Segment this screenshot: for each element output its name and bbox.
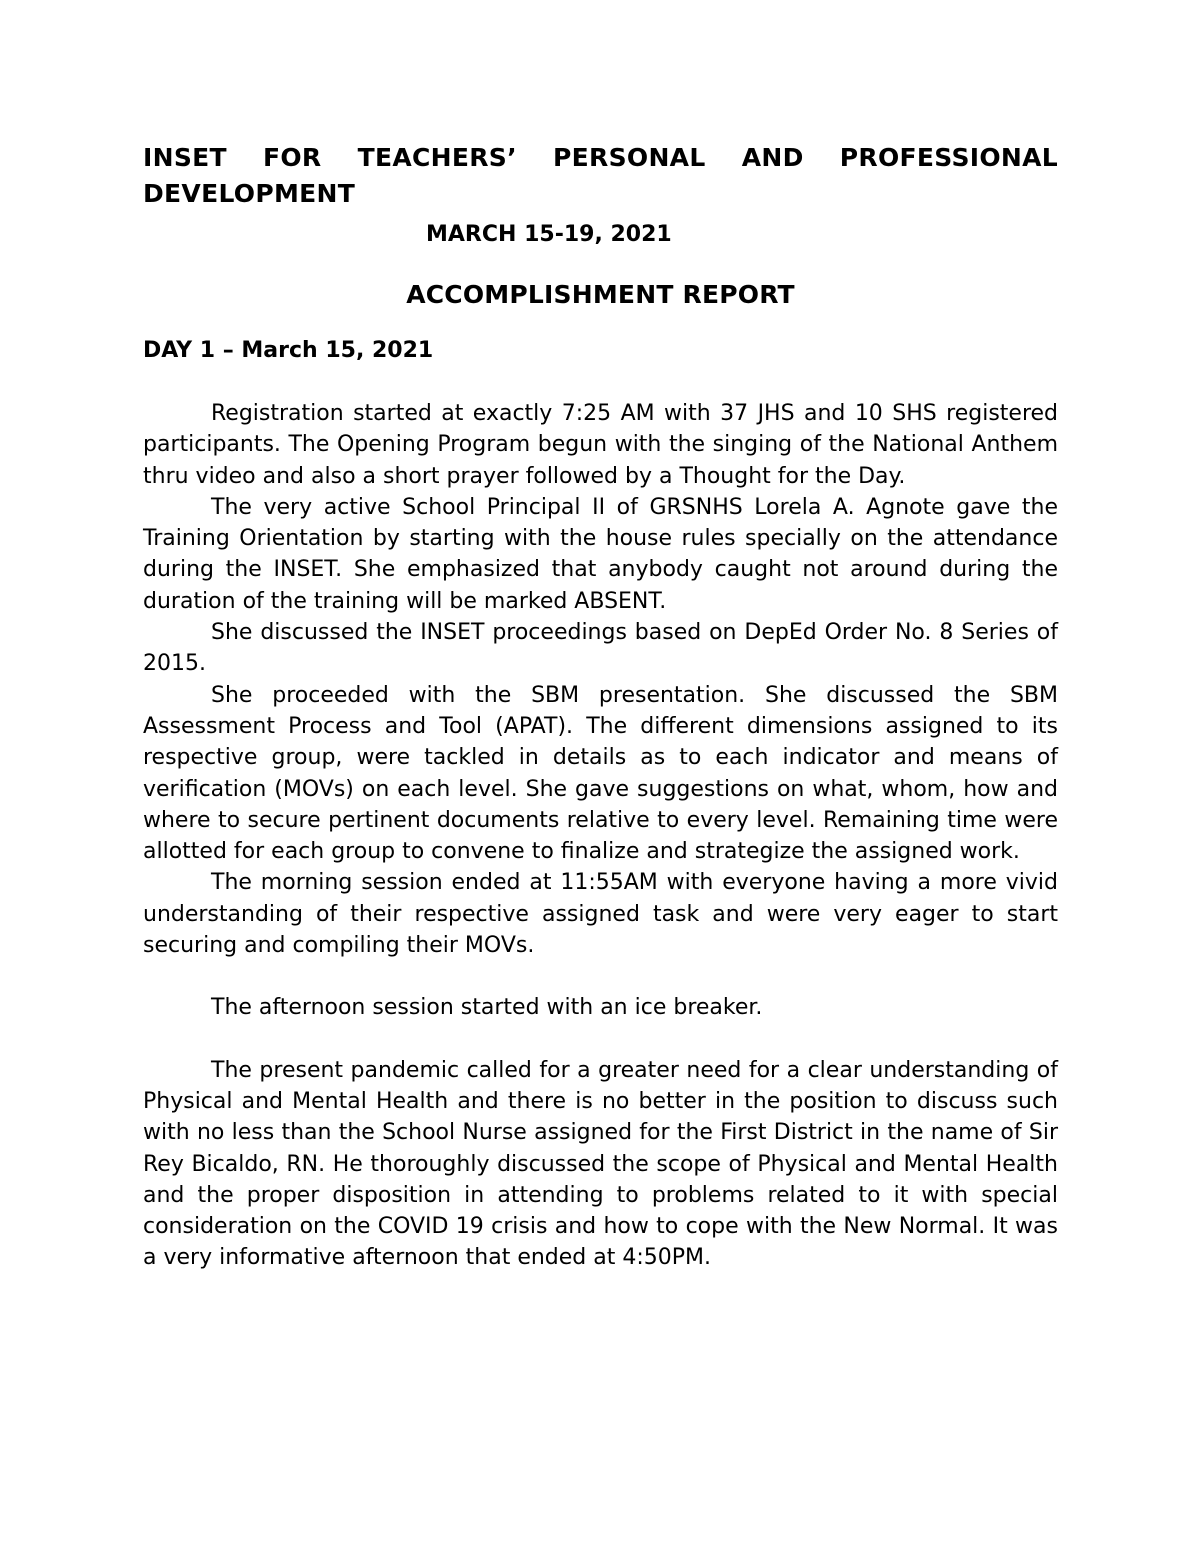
paragraph-morning-session-end: The morning session ended at 11:55AM with everyone having a more vivid understanding of their respective assigned task and were very eager to start securing and compiling their MOVs. bbox=[143, 870, 1058, 959]
paragraph-registration: Registration started at exactly 7:25 AM with 37 JHS and 10 SHS registered participants. The Opening Program begun with the singing of the National Anthem thru video and also a short prayer followed by a Thought for the Day. bbox=[143, 401, 1058, 489]
report-title: ACCOMPLISHMENT REPORT bbox=[406, 280, 795, 309]
paragraph-inset-proceedings: She discussed the INSET proceedings based on DepEd Order No. 8 Series of 2015. bbox=[143, 620, 1058, 677]
paragraph-health-discussion: The present pandemic called for a greater need for a clear understanding of Physical and Mental Health and there is no better in the position to discuss such with no less than the School Nurse assigned for the First District in the name of Sir Rey Bicaldo, RN. He thoroughly discussed the scope of Physical and Mental Health and the proper disposition in attending to problems related to it with special consideration on the COVID 19 crisis and how to cope with the New Normal. It was a very informative afternoon that ended at 4:50PM. bbox=[143, 1057, 1058, 1271]
paragraph-orientation: The very active School Principal II of GRSNHS Lorela A. Agnote gave the Training Orientation by starting with the house rules specially on the attendance during the INSET. She emphasized that anybody caught not around during the duration of the training will be marked ABSENT. bbox=[143, 494, 1058, 614]
paragraph-sbm-presentation: She proceeded with the SBM presentation. She discussed the SBM Assessment Process and Tool (APAT). The different dimensions assigned to its respective group, were tackled in details as to each indicator and means of verification (MOVs) on each level. She gave suggestions on what, whom, how and where to secure pertinent documents relative to every level. Remaining time were allotted for each group to convene to finalize and strategize the assigned work. bbox=[143, 682, 1058, 865]
paragraph-afternoon-start: The afternoon session started with an ice breaker. bbox=[211, 995, 763, 1021]
document-title: INSET FOR TEACHERS’ PERSONAL AND PROFESSIONAL DEVELOPMENT bbox=[143, 143, 1058, 208]
date-range: MARCH 15-19, 2021 bbox=[426, 222, 672, 247]
document-page bbox=[143, 140, 1058, 1274]
day-heading: DAY 1 – March 15, 2021 bbox=[143, 338, 434, 363]
